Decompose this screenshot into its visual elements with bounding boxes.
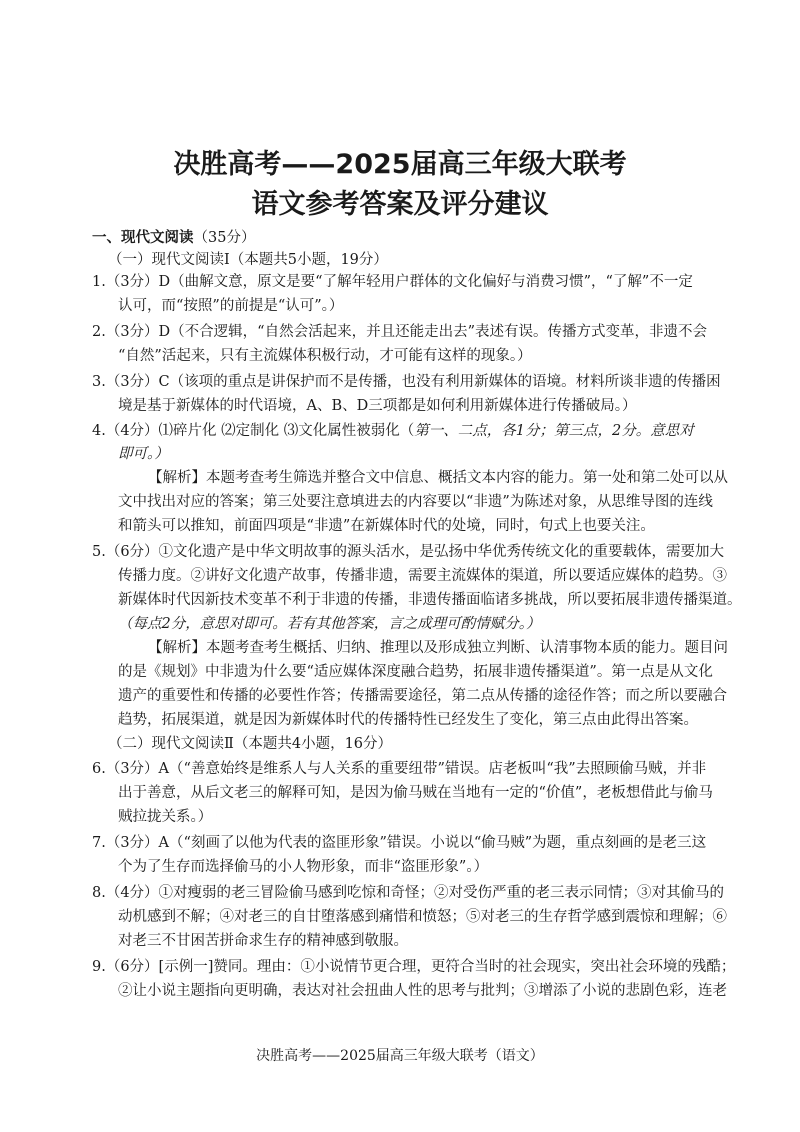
answer-q2-line1: 2.（3分）D（不合逻辑，“自然会活起来，并且还能走出去”表述有误。传播方式变革，非遗不会 [92, 324, 708, 340]
answer-q2-line2: “自然”活起来，只有主流媒体积极行动，才可能有这样的现象。） [118, 348, 532, 364]
page-footer: 决胜高考——2025届高三年级大联考（语文） [256, 1048, 544, 1064]
answer-q5-line3: 新媒体时代因新技术变革不利于非遗的传播，非遗传播面临诸多挑战，所以要拓展非遗传播渠道。 [118, 592, 742, 608]
q4-analysis-line1: 【解析】本题考查考生筛选并整合文中信息、概括文本内容的能力。第一处和第二处可以从 [148, 470, 728, 486]
answer-q8-line3: 对老三不甘困苦拼命求生存的精神感到敬服。 [118, 933, 408, 949]
answer-q3-line2: 境是基于新媒体的时代语境，A、B、D三项都是如何利用新媒体进行传播破局。） [118, 398, 637, 414]
answer-q4-scoring: 第一、二点，各1分；第三点，2分。意思对 [414, 423, 694, 439]
q5-analysis-line4: 趋势，拓展渠道，就是因为新媒体时代的传播特性已经发生了变化，第三点由此得出答案。 [118, 712, 698, 728]
answer-q8-line2: 动机感到不解；④对老三的自甘堕落感到痛惜和愤怒；⑤对老三的生存哲学感到震惊和理解；⑥ [118, 909, 727, 925]
answer-q4-line1 [92, 421, 694, 441]
subsection-heading-1: （一）现代文阅读Ⅰ（本题共5小题，19分） [108, 252, 388, 268]
answer-q1-line2: 认可，而“按照”的前提是“认可”。） [118, 298, 344, 314]
answer-q7-line1: 7.（3分）A（“刻画了以他为代表的盗匪形象”错误。小说以“偷马贼”为题，重点刻画的是老三这 [92, 835, 707, 851]
q4-analysis-line2: 文中找出对应的答案；第三处要注意填进去的内容要以“非遗”为陈述对象，从思维导图的连线 [118, 494, 713, 510]
q4-analysis-line3: 和箭头可以推知，前面四项是“非遗”在新媒体时代的处境，同时，句式上也要关注。 [118, 518, 655, 534]
subsection-heading-2: （二）现代文阅读Ⅱ（本题共4小题，16分） [108, 736, 393, 752]
answer-q5-line2: 传播力度。②讲好文化遗产故事，传播非遗，需要主流媒体的渠道，所以要适应媒体的趋势。③ [118, 568, 727, 584]
section-heading-text: 一、现代文阅读 [92, 230, 194, 246]
section-score: （35分） [193, 230, 256, 246]
answer-q5-line1: 5.（6分）①文化遗产是中华文明故事的源头活水，是弘扬中华优秀传统文化的重要载体，需要加大 [92, 544, 725, 560]
document-subtitle: 语文参考答案及评分建议 [251, 189, 549, 220]
answer-q9-line1: 9.（6分）[示例一]赞同。理由：①小说情节更合理，更符合当时的社会现实，突出社会环境的残酷； [92, 959, 736, 975]
answer-q6-line2: 出于善意，从后文老三的解释可知，是因为偷马贼在当地有一定的“价值”，老板想借此与偷马 [118, 785, 713, 801]
section-heading [92, 228, 255, 248]
q5-analysis-line2: 的是《规划》中非遗为什么要“适应媒体深度融合趋势，拓展非遗传播渠道”。第一点是从文化 [118, 664, 713, 680]
answer-q5-note: （每点2分，意思对即可。若有其他答案，言之成理可酌情赋分。） [118, 616, 541, 632]
answer-q9-line2: ②让小说主题指向更明确，表达对社会扭曲人性的思考与批判；③增添了小说的悲剧色彩，连老 [118, 983, 727, 999]
answer-q4-line2: 即可。） [118, 446, 169, 462]
document-title: 决胜高考——2025届高三年级大联考 [173, 149, 627, 180]
answer-q4-text: 4.（4分）⑴碎片化 ⑵定制化 ⑶文化属性被弱化（ [92, 423, 415, 439]
q5-analysis-line3: 遗产的重要性和传播的必要性作答；传播需要途径，第二点从传播的途径作答；而之所以要融合 [118, 688, 727, 704]
answer-q1-line1: 1.（3分）D（曲解文意，原文是要“了解年轻用户群体的文化偏好与消费习惯”，“了解”不一定 [92, 274, 693, 290]
q5-analysis-line1: 【解析】本题考查考生概括、归纳、推理以及形成独立判断、认清事物本质的能力。题目问 [148, 640, 728, 656]
answer-q3-line1: 3.（3分）C（该项的重点是讲保护而不是传播，也没有利用新媒体的语境。材料所谈非遗的传播困 [92, 374, 721, 390]
answer-q7-line2: 个为了生存而选择偷马的小人物形象，而非“盗匪形象”。） [118, 859, 489, 875]
answer-q8-line1: 8.（4分）①对瘦弱的老三冒险偷马感到吃惊和奇怪；②对受伤严重的老三表示同情；③对其偷马的 [92, 885, 725, 901]
answer-q6-line3: 贼拉拢关系。） [118, 809, 213, 825]
answer-q6-line1: 6.（3分）A（“善意始终是维系人与人关系的重要纽带”错误。店老板叫“我”去照顾偷马贼，并非 [92, 761, 707, 777]
